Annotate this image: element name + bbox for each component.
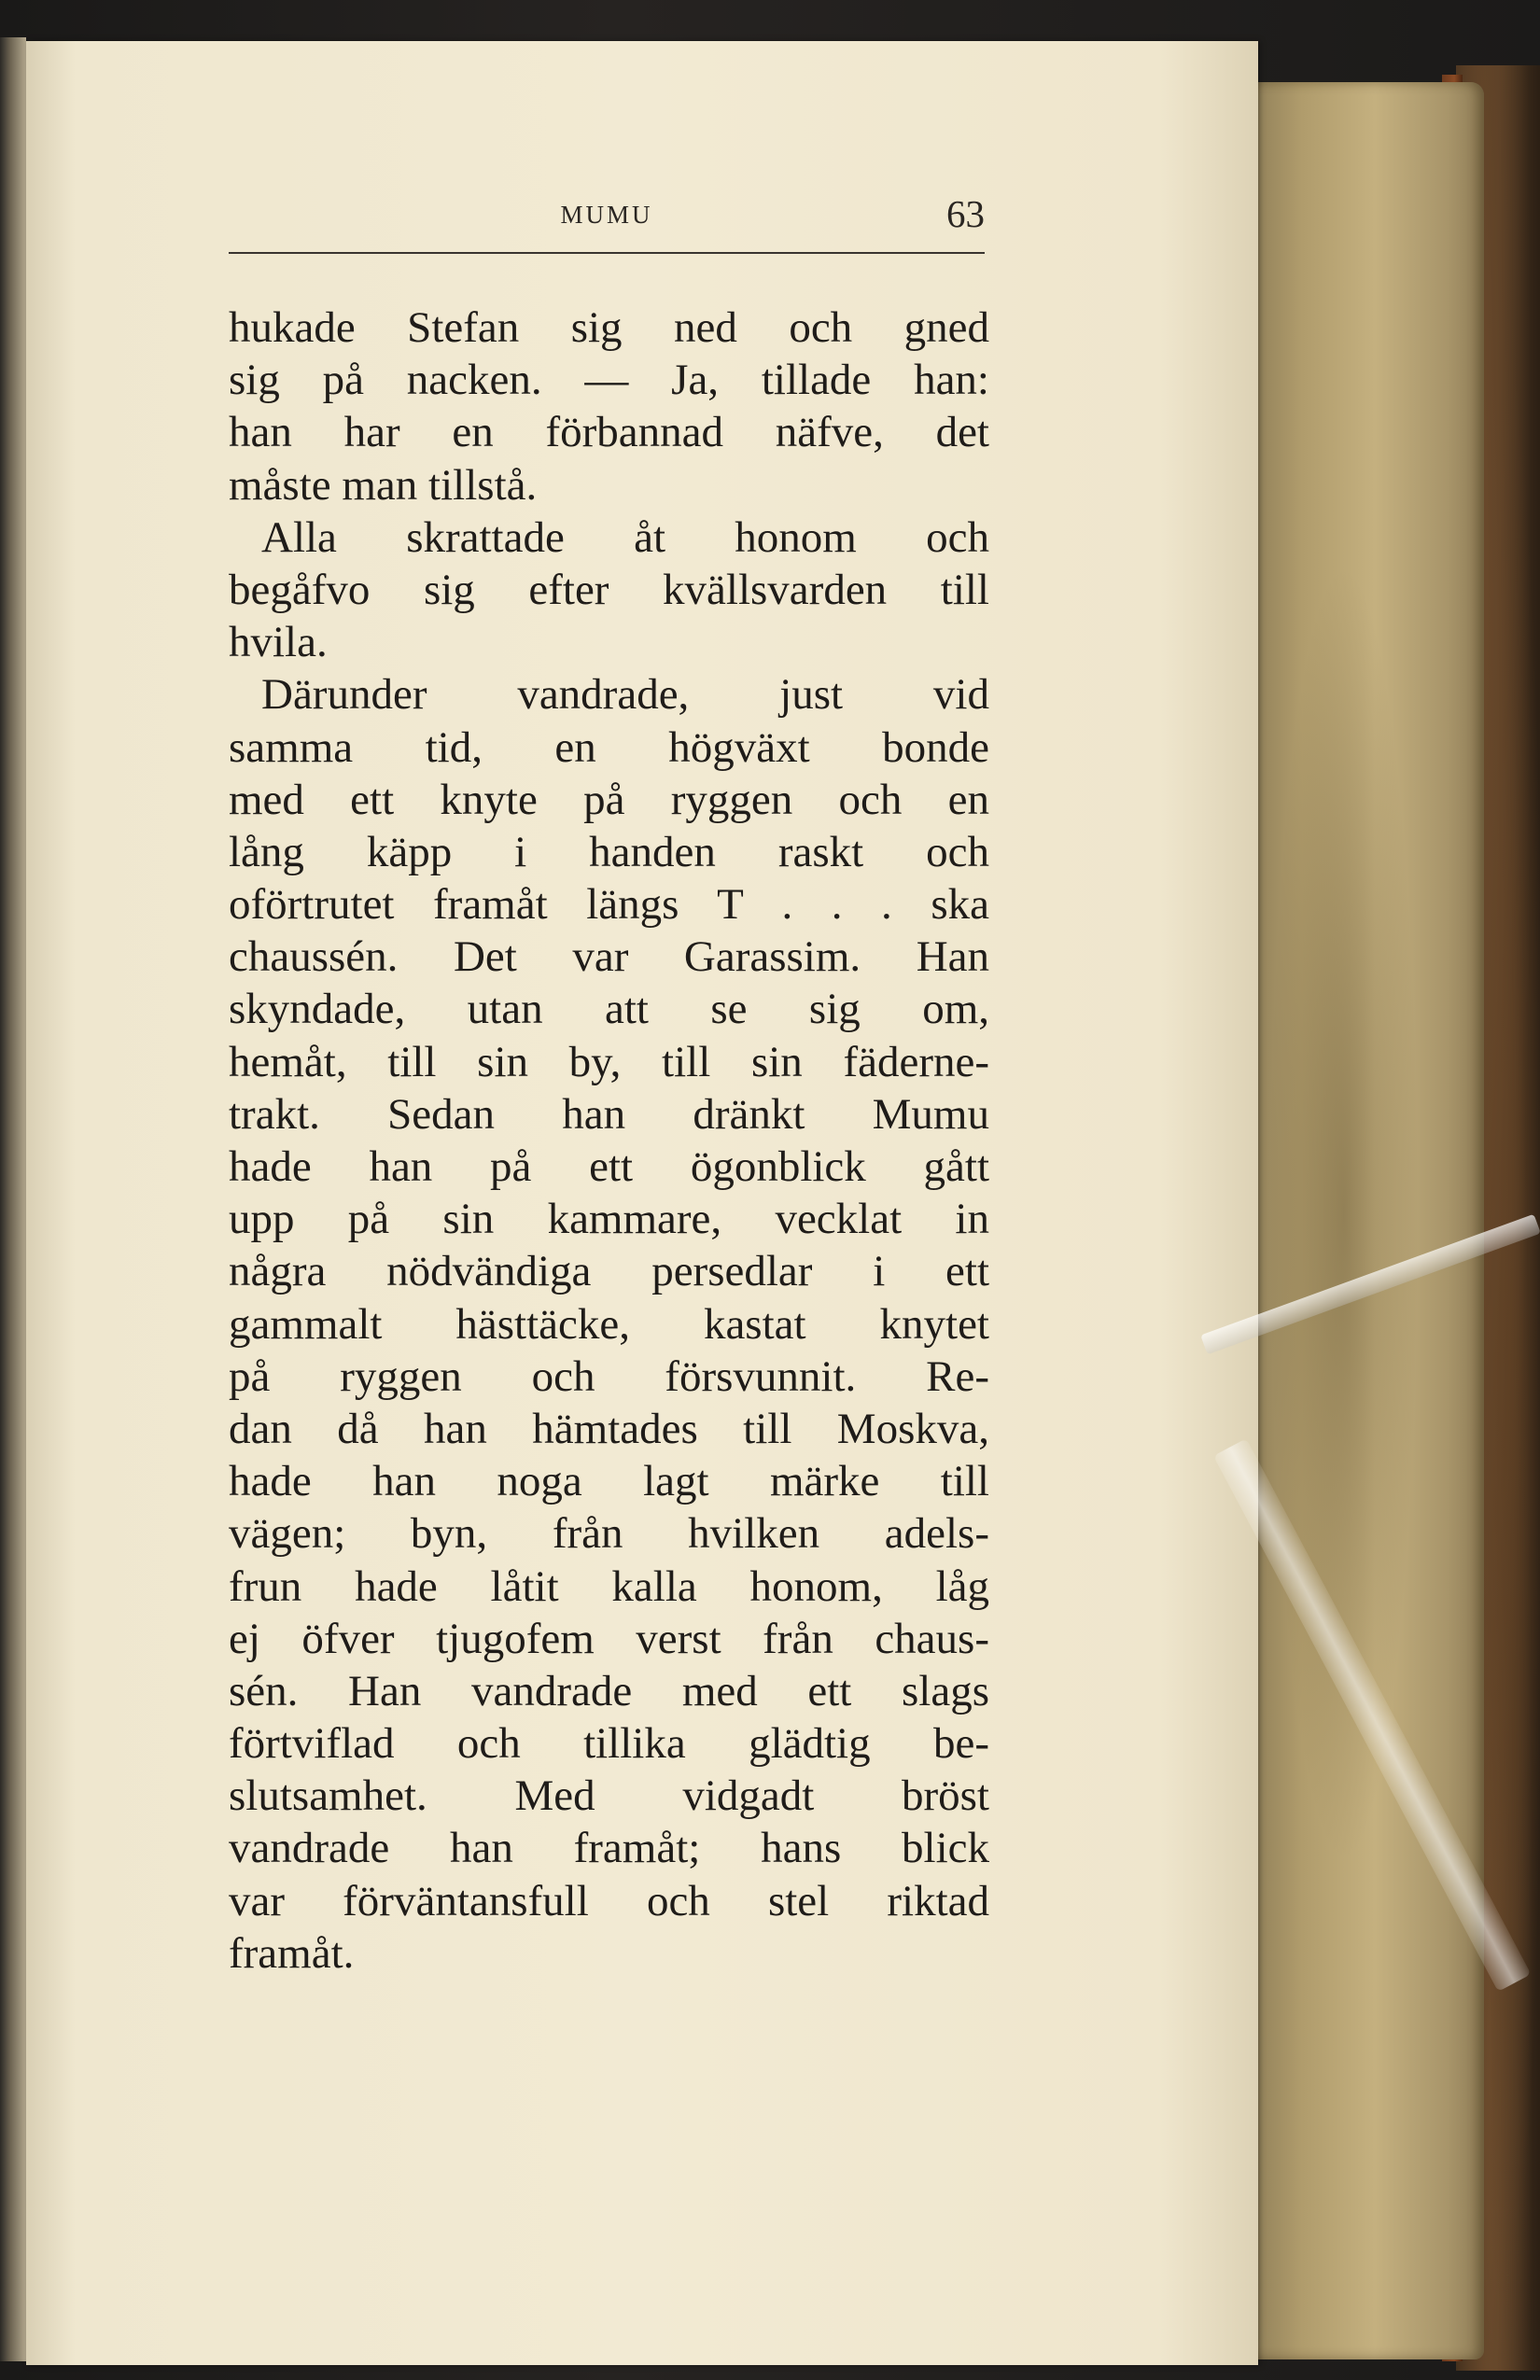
running-head-title: MUMU: [560, 201, 653, 229]
text-line: hemåt, till sin by, till sin fäderne-: [229, 1037, 989, 1086]
binding-left-edge: [0, 37, 26, 2361]
text-line: vägen; byn, från hvilken adels-: [229, 1509, 989, 1559]
text-line: oförtrutet framåt längs T . . . ska: [229, 880, 989, 930]
header-rule: [229, 252, 985, 254]
text-line: gammalt hästtäcke, kastat knytet: [229, 1299, 989, 1349]
text-line: lång käpp i handen raskt och: [229, 827, 989, 876]
text-line: dan då han hämtades till Moskva,: [229, 1404, 989, 1453]
text-line: han har en förbannad näfve, det: [229, 408, 989, 457]
text-line: några nödvändiga persedlar i ett: [229, 1247, 989, 1296]
text-line: Alla skrattade åt honom och: [261, 512, 989, 562]
running-head: [229, 191, 985, 247]
text-line: ej öfver tjugofem verst från chaus-: [229, 1614, 989, 1663]
text-line: sén. Han vandrade med ett slags: [229, 1666, 989, 1715]
text-line: med ett knyte på ryggen och en: [229, 775, 989, 824]
text-line: slutsamhet. Med vidgadt bröst: [229, 1771, 989, 1821]
text-line: var förväntansfull och stel riktad: [229, 1876, 989, 1925]
text-line: trakt. Sedan han dränkt Mumu: [229, 1089, 989, 1139]
text-line: chaussén. Det var Garassim. Han: [229, 932, 989, 982]
body-text: [229, 301, 989, 1980]
text-line: vandrade han framåt; hans blick: [229, 1824, 989, 1873]
text-line: begåfvo sig efter kvällsvarden till: [229, 565, 989, 614]
text-line: på ryggen och försvunnit. Re-: [229, 1351, 989, 1401]
text-line: skyndade, utan att se sig om,: [229, 985, 989, 1034]
text-line: Därunder vandrade, just vid: [261, 670, 989, 720]
text-line: framåt.: [229, 1928, 355, 1978]
text-line: samma tid, en högväxt bonde: [229, 722, 989, 772]
text-line: hade han på ett ögonblick gått: [229, 1142, 989, 1191]
text-line: hukade Stefan sig ned och gned: [229, 303, 989, 352]
text-line: hvila.: [229, 618, 328, 667]
text-line: hade han noga lagt märke till: [229, 1457, 989, 1506]
text-line: måste man tillstå.: [229, 460, 538, 510]
text-line: förtviflad och tillika glädtig be-: [229, 1719, 989, 1769]
page-number: 63: [946, 192, 985, 235]
text-line: frun hade låtit kalla honom, låg: [229, 1561, 989, 1611]
text-line: upp på sin kammare, vecklat in: [229, 1195, 989, 1244]
text-line: sig på nacken. — Ja, tillade han:: [229, 356, 989, 405]
